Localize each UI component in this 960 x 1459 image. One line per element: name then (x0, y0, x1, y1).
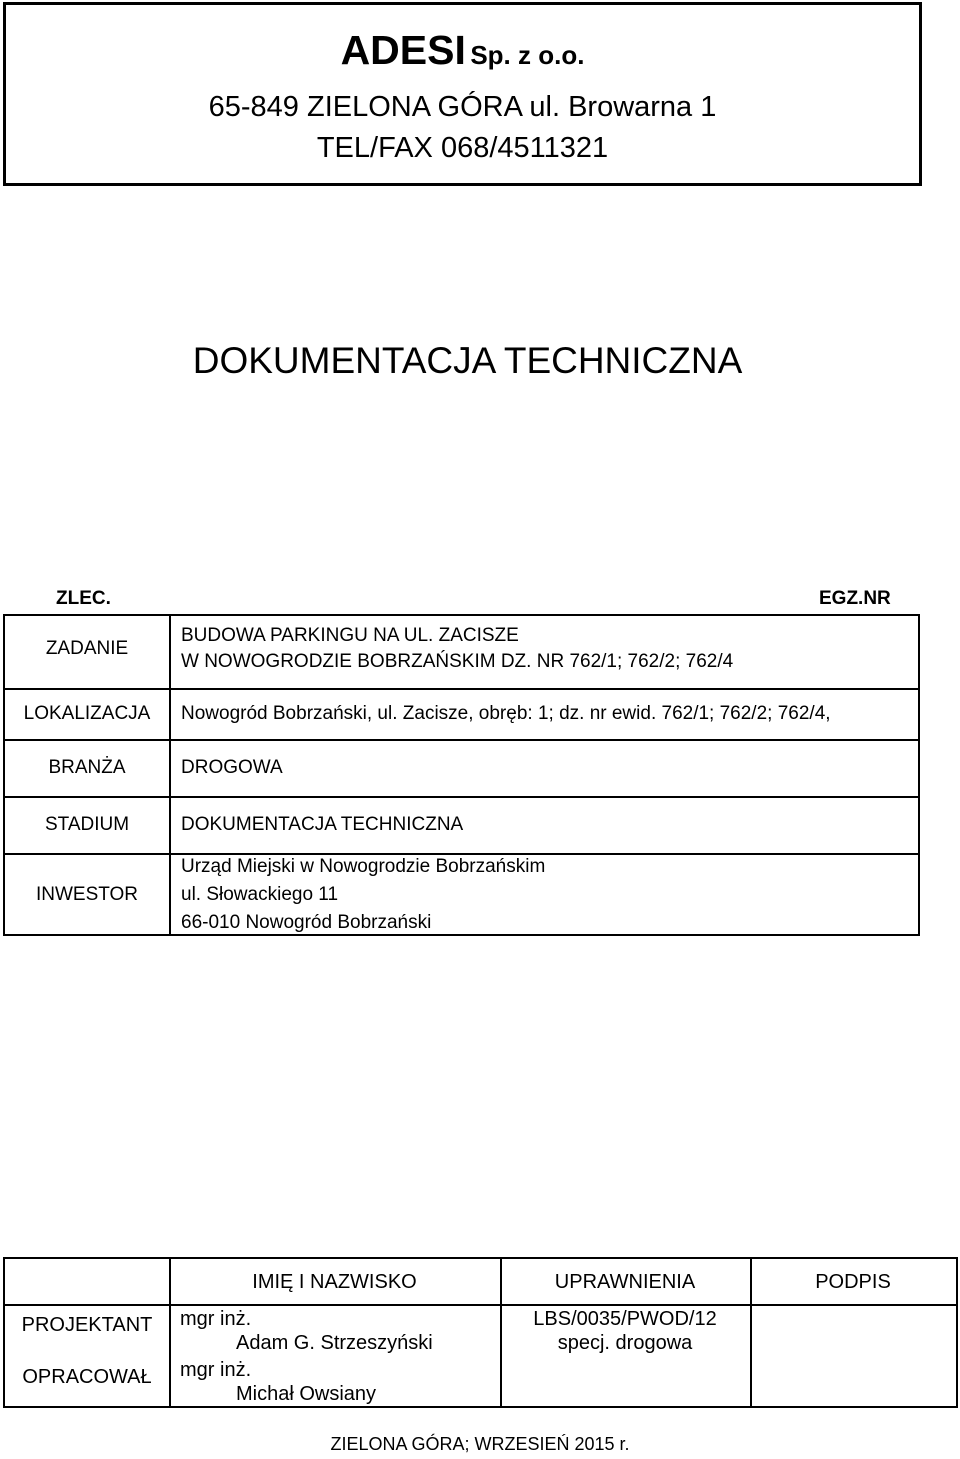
lokalizacja-value: Nowogród Bobrzański, ul. Zacisze, obręb: 1; dz. nr ewid. 762/1; 762/2; 762/4, (181, 703, 831, 724)
column-divider (169, 616, 171, 934)
signature-table (3, 1257, 958, 1408)
opracowal-name: Michał Owsiany (236, 1383, 377, 1405)
stadium-label: STADIUM (44, 814, 130, 835)
header-signature: PODPIS (815, 1271, 891, 1293)
inwestor-line-1: Urząd Miejski w Nowogrodzie Bobrzańskim (181, 856, 546, 877)
inwestor-line-3: 66-010 Nowogród Bobrzański (181, 912, 432, 933)
company-phone: TEL/FAX 068/4511321 (316, 132, 609, 164)
place-date: ZIELONA GÓRA; WRZESIEŃ 2015 r. (330, 1434, 630, 1454)
info-table (3, 614, 920, 936)
row-divider (5, 688, 918, 690)
company-title (6, 27, 919, 74)
zadanie-line-2: W NOWOGRODZIE BOBRZAŃSKIM DZ. NR 762/1; 762/2; 762/4 (181, 651, 734, 672)
company-address: 65-849 ZIELONA GÓRA ul. Browarna 1 (208, 91, 717, 123)
header-name: IMIĘ I NAZWISKO (252, 1271, 417, 1293)
opracowal-role: OPRACOWAŁ (22, 1366, 152, 1388)
branza-value: DROGOWA (181, 757, 283, 778)
lokalizacja-label: LOKALIZACJA (23, 703, 151, 724)
order-label: ZLEC. (56, 588, 111, 609)
stadium-value: DOKUMENTACJA TECHNICZNA (181, 814, 464, 835)
header-license: UPRAWNIENIA (554, 1271, 696, 1293)
document-title: DOKUMENTACJA TECHNICZNA (192, 340, 743, 381)
projektant-name: Adam G. Strzeszyński (236, 1332, 433, 1354)
projektant-license-number: LBS/0035/PWOD/12 (533, 1308, 717, 1330)
projektant-title: mgr inż. (180, 1308, 252, 1330)
zadanie-line-1: BUDOWA PARKINGU NA UL. ZACISZE (181, 625, 519, 646)
row-divider (5, 796, 918, 798)
company-name: ADESI (340, 27, 466, 73)
zadanie-label: ZADANIE (45, 638, 129, 659)
projektant-license-specialty: specj. drogowa (557, 1332, 693, 1354)
projektant-role: PROJEKTANT (21, 1314, 153, 1336)
copy-number-label: EGZ.NR (819, 588, 891, 609)
row-divider (5, 1304, 956, 1306)
branza-label: BRANŻA (48, 757, 126, 778)
company-legal-form: Sp. z o.o. (470, 40, 585, 70)
inwestor-label: INWESTOR (35, 884, 139, 905)
row-divider (5, 739, 918, 741)
opracowal-title: mgr inż. (180, 1359, 252, 1381)
inwestor-line-2: ul. Słowackiego 11 (181, 884, 339, 905)
company-header (3, 2, 922, 186)
row-divider (5, 853, 918, 855)
